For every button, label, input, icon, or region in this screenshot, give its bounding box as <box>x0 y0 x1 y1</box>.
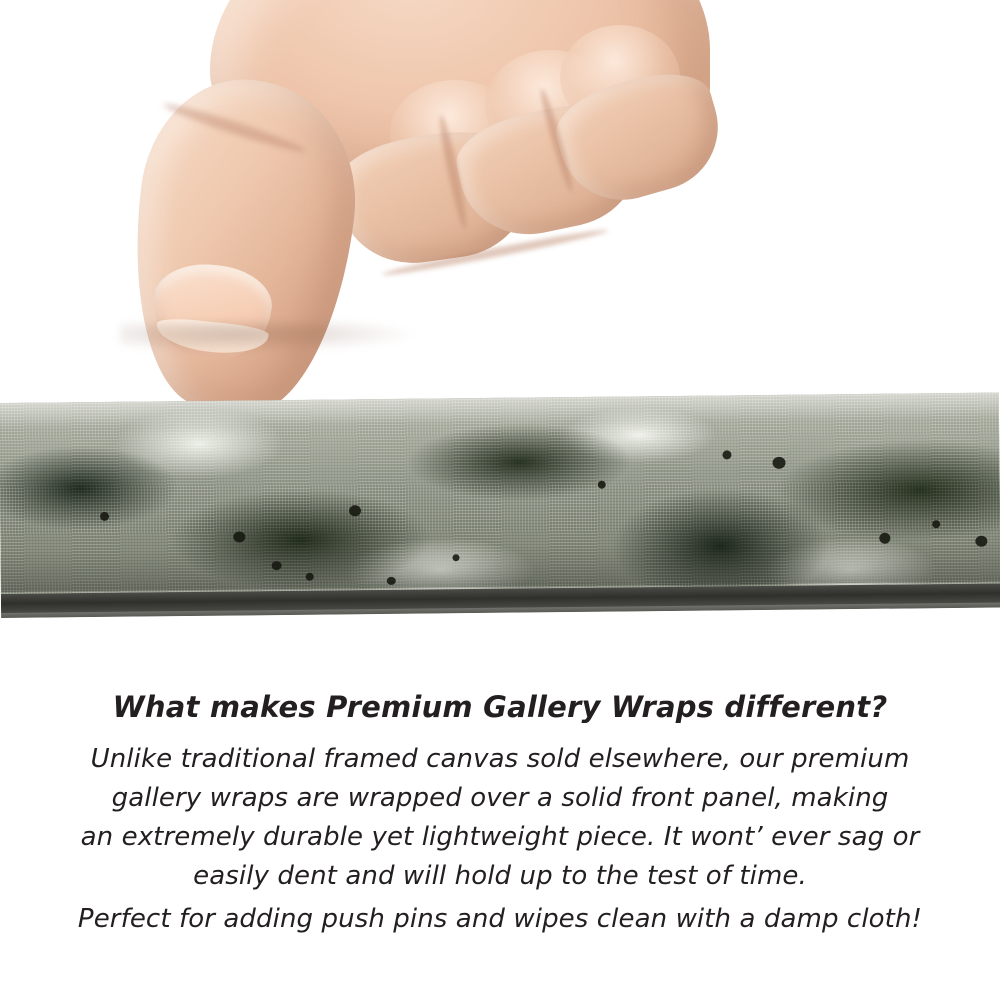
canvas-speck <box>233 531 245 542</box>
canvas-speck <box>100 512 109 521</box>
canvas-speck <box>772 457 785 469</box>
copy-line-4: easily dent and will hold up to the test of time. <box>193 861 807 891</box>
marketing-copy <box>0 690 1000 939</box>
canvas-speck <box>932 520 940 528</box>
copy-line-1: Unlike traditional framed canvas sold elsewhere, our premium <box>90 744 910 774</box>
contact-shadow <box>120 322 420 352</box>
canvas-speck <box>598 481 606 489</box>
canvas-speck <box>722 450 731 459</box>
hand-illustration <box>90 0 710 410</box>
copy-heading: What makes Premium Gallery Wraps different? <box>112 690 888 724</box>
copy-line-2: gallery wraps are wrapped over a solid front panel, making <box>111 783 889 813</box>
hand-photo-region <box>0 0 1000 410</box>
copy-closing-line: Perfect for adding push pins and wipes clean with a damp cloth! <box>77 904 923 934</box>
canvas-wrap-edge <box>0 393 1000 618</box>
panel-edge-highlight <box>1 603 1000 618</box>
copy-line-3: an extremely durable yet lightweight piece. It wont’ ever sag or <box>80 822 920 852</box>
canvas-speck <box>349 505 361 516</box>
